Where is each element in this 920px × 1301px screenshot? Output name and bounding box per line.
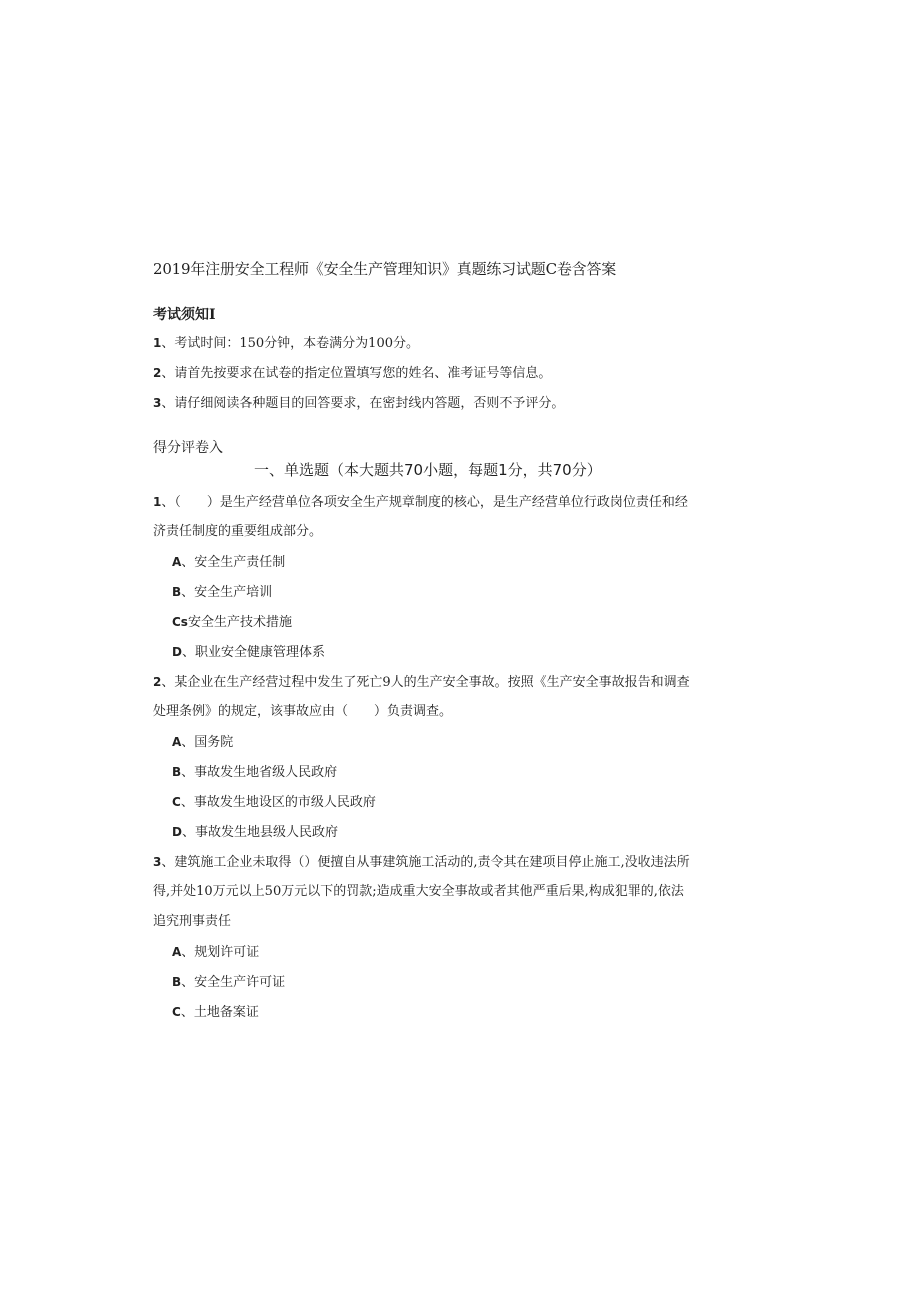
question-line: 得,并处10万元以上50万元以下的罚款;造成重大安全事故或者其他严重后果,构成犯罪的,依法 [153,884,684,899]
option-text: 、土地备案证 [180,1005,259,1020]
notice-number: 1 [153,336,162,350]
option [153,821,713,851]
notice-item [153,362,753,392]
option [153,641,713,671]
option-letter: A [172,555,182,569]
question-text: 、某企业在生产经营过程中发生了死亡9人的生产安全事故。按照《生产安全事故报告和调查 [161,675,690,690]
notice-text: 、考试时间：150分钟，本卷满分为100分。 [161,336,419,351]
option [153,551,713,581]
option-text: 、事故发生地省级人民政府 [181,765,338,780]
option [153,971,713,1001]
notice-number: 3 [153,396,162,410]
option [153,731,713,761]
option-text: 、国务院 [181,735,234,750]
option [153,581,713,611]
question-list [153,491,713,1031]
question-1 [153,491,713,671]
question-text: 、建筑施工企业未取得（）便擅自从事建筑施工活动的,责令其在建项目停止施工,没收违法所 [161,855,690,870]
question-2 [153,671,713,851]
question-line: 处理条例》的规定，该事故应由（ ）负责调查。 [153,704,453,719]
notice-text: 、请仔细阅读各种题目的回答要求，在密封线内答题，否则不予评分。 [161,396,565,411]
option-text: 、职业安全健康管理体系 [181,645,325,660]
option-letter: Cs [172,615,188,629]
option-letter: A [172,945,182,959]
option-text: 、事故发生地县级人民政府 [181,825,338,840]
option-letter: B [172,765,182,779]
notice-heading: 考试须知I [153,307,216,323]
option-letter: C [172,795,181,809]
option [153,611,713,641]
option-letter: B [172,585,182,599]
score-heading: 得分评卷入 [153,440,223,456]
option-text: 、规划许可证 [181,945,260,960]
question-text: 、（ ）是生产经营单位各项安全生产规章制度的核心，是生产经营单位行政岗位责任和经 [161,495,688,510]
notice-item [153,332,753,362]
option [153,941,713,971]
question-line: 济责任制度的重要组成部分。 [153,524,323,539]
question-line [153,671,713,701]
option-text: 、事故发生地设区的市级人民政府 [180,795,376,810]
notice-number: 2 [153,366,162,380]
notice-text: 、请首先按要求在试卷的指定位置填写您的姓名、准考证号等信息。 [161,366,552,381]
document-title: 2019年注册安全工程师《安全生产管理知识》真题练习试题C卷含答案 [153,260,617,278]
notice-list [153,332,753,422]
notice-item [153,392,753,422]
question-line [153,491,713,521]
part-title: 一、单选题（本大题共70小题，每题1分，共70分） [254,461,602,479]
question-number: 1 [153,495,162,509]
question-number: 2 [153,675,162,689]
option-letter: B [172,975,182,989]
option-text: 、安全生产培训 [181,585,273,600]
option-text: 、安全生产许可证 [181,975,286,990]
question-line: 追究刑事责任 [153,914,232,929]
question-3 [153,851,713,1031]
question-line [153,851,713,881]
option [153,1001,713,1031]
option-text: 、安全生产责任制 [181,555,286,570]
option-letter: D [172,825,182,839]
question-number: 3 [153,855,162,869]
option-letter: A [172,735,182,749]
option [153,791,713,821]
option [153,761,713,791]
option-letter: D [172,645,182,659]
option-letter: C [172,1005,181,1019]
option-text: 安全生产技术措施 [187,615,292,630]
